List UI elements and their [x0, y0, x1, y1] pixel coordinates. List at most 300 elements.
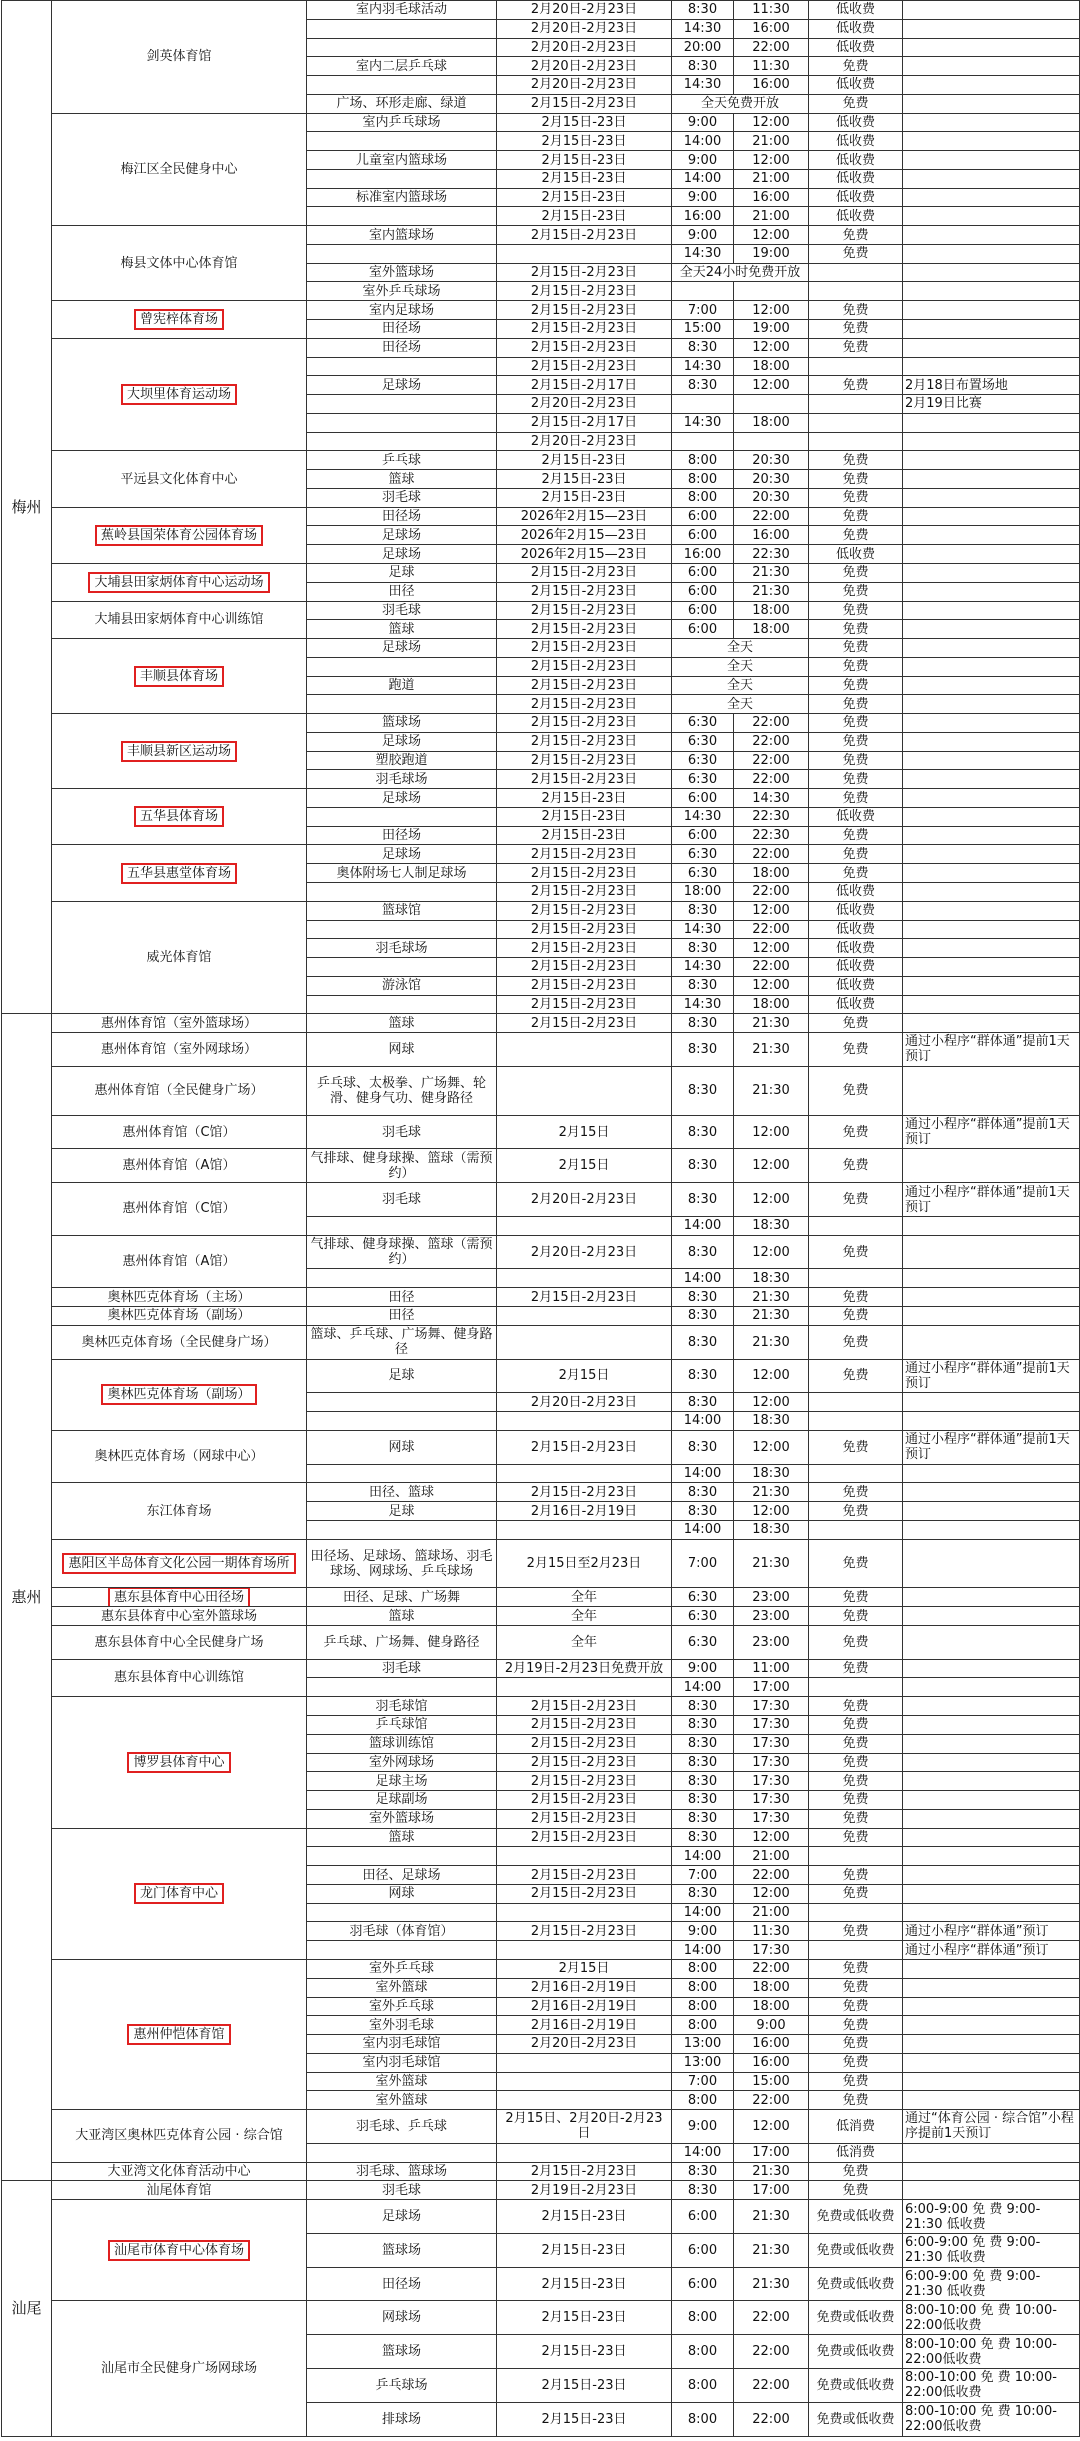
date-cell: 2月15日-2月23日 [497, 94, 672, 113]
date-cell: 2月15日-2月23日 [497, 845, 672, 864]
note-cell [903, 1716, 1080, 1735]
fee-cell: 免费 [809, 657, 903, 676]
end-time-cell: 12:00 [734, 2110, 809, 2144]
fee-cell: 低收费 [809, 939, 903, 958]
start-time-cell: 8:30 [672, 57, 734, 76]
end-time-cell: 20:30 [734, 488, 809, 507]
fee-cell [809, 1941, 903, 1960]
end-time-cell: 18:30 [734, 1412, 809, 1431]
venue-name: 奥林匹克体育场（全民健身广场） [81, 1334, 277, 1350]
end-time-cell: 22:30 [734, 826, 809, 845]
venue-name: 蕉岭县国荣体育公园体育场 [98, 528, 260, 543]
facility-cell: 足球 [307, 1359, 497, 1393]
date-cell: 2月15日-2月23日 [497, 1734, 672, 1753]
date-cell [497, 1941, 672, 1960]
fee-cell: 免费 [809, 507, 903, 526]
venue-name-cell [52, 714, 307, 789]
facility-cell: 田径 [307, 1307, 497, 1326]
end-time-cell [734, 395, 809, 414]
end-time-cell: 20:30 [734, 470, 809, 489]
venue-name: 惠阳区半岛体育文化公园一期体育场所 [65, 1556, 292, 1571]
table-row [2, 1539, 1080, 1588]
end-time-cell: 21:30 [734, 1014, 809, 1033]
note-cell [903, 1809, 1080, 1828]
fee-cell: 低消费 [809, 2110, 903, 2144]
note-cell [903, 526, 1080, 545]
note-cell [903, 620, 1080, 639]
fee-cell: 免费 [809, 1066, 903, 1115]
venue-name-cell [52, 845, 307, 901]
facility-cell: 气排球、健身球操、篮球（需预约） [307, 1235, 497, 1269]
start-time-cell: 14:30 [672, 920, 734, 939]
venue-name-cell [52, 301, 307, 339]
note-cell [903, 1520, 1080, 1539]
start-time-cell: 14:00 [672, 1847, 734, 1866]
start-time-cell: 13:00 [672, 2053, 734, 2072]
facility-cell: 乒乓球、太极拳、广场舞、轮滑、健身气功、健身路径 [307, 1066, 497, 1115]
facility-cell: 标准室内篮球场 [307, 188, 497, 207]
note-cell [903, 1607, 1080, 1626]
start-time-cell: 6:30 [672, 751, 734, 770]
end-time-cell: 21:00 [734, 1903, 809, 1922]
venue-name-cell [52, 1066, 307, 1115]
end-time-cell: 18:00 [734, 1997, 809, 2016]
start-time-cell: 14:00 [672, 1520, 734, 1539]
note-cell: 2月19日比赛 [903, 395, 1080, 414]
fee-cell: 低收费 [809, 807, 903, 826]
start-time-cell: 8:30 [672, 1359, 734, 1393]
venue-name: 惠州体育馆（C馆） [122, 1201, 236, 1217]
start-time-cell: 6:00 [672, 507, 734, 526]
start-time-cell: 14:00 [672, 1216, 734, 1235]
fee-cell: 免费 [809, 1539, 903, 1588]
note-cell [903, 2072, 1080, 2091]
facility-cell [307, 1847, 497, 1866]
note-cell [903, 1502, 1080, 1521]
date-cell: 2月15日-23日 [497, 169, 672, 188]
end-time-cell: 12:00 [734, 151, 809, 170]
fee-cell: 免费 [809, 789, 903, 808]
end-time-cell: 21:00 [734, 169, 809, 188]
end-time-cell: 17:30 [734, 1941, 809, 1960]
date-cell: 2月15日 [497, 1959, 672, 1978]
fee-cell: 免费 [809, 1607, 903, 1626]
start-time-cell [672, 432, 734, 451]
table-row [2, 1307, 1080, 1326]
facility-cell: 田径场、足球场、篮球场、羽毛球场、网球场、乒乓球场 [307, 1539, 497, 1588]
date-cell [497, 2091, 672, 2110]
start-time-cell: 6:30 [672, 1607, 734, 1626]
facility-cell: 羽毛球、篮球场 [307, 2162, 497, 2181]
date-cell: 2月15日-23日 [497, 207, 672, 226]
table-row [2, 1625, 1080, 1659]
fee-cell [809, 395, 903, 414]
end-time-cell: 22:00 [734, 2402, 809, 2436]
facility-cell: 田径场 [307, 2267, 497, 2301]
note-cell [903, 1734, 1080, 1753]
note-cell [903, 695, 1080, 714]
table-row [2, 1607, 1080, 1626]
facility-cell: 网球 [307, 1884, 497, 1903]
fee-cell: 免费 [809, 1959, 903, 1978]
facility-cell: 网球 [307, 1430, 497, 1464]
date-cell: 2月15日-2月23日 [497, 1866, 672, 1885]
facility-cell: 篮球训练馆 [307, 1734, 497, 1753]
fee-cell [809, 1678, 903, 1697]
venue-name: 大亚湾文化体育活动中心 [107, 2164, 251, 2179]
start-time-cell: 8:30 [672, 1115, 734, 1149]
fee-cell: 免费 [809, 1866, 903, 1885]
venue-name-cell [52, 601, 307, 639]
note-cell: 8:00-10:00 免 费 10:00-22:00低收费 [903, 2368, 1080, 2402]
date-cell: 2月15日-23日 [497, 2335, 672, 2369]
end-time-cell: 17:30 [734, 1772, 809, 1791]
fee-cell: 低收费 [809, 38, 903, 57]
end-time-cell: 18:30 [734, 1216, 809, 1235]
fee-cell: 免费 [809, 1772, 903, 1791]
date-cell: 2月15日 [497, 1149, 672, 1183]
time-cell: 全天免费开放 [672, 94, 809, 113]
facility-cell [307, 995, 497, 1014]
start-time-cell: 8:00 [672, 1978, 734, 1997]
facility-cell: 足球 [307, 563, 497, 582]
end-time-cell: 21:00 [734, 1847, 809, 1866]
venue-name: 丰顺县体育场 [137, 669, 221, 684]
facility-cell: 乒乓球、广场舞、健身路径 [307, 1625, 497, 1659]
note-cell: 通过小程序“群体通”提前1天预订 [903, 1430, 1080, 1464]
table-row [2, 901, 1080, 920]
venue-name-cell [52, 1539, 307, 1588]
note-cell [903, 1678, 1080, 1697]
facility-cell: 室外篮球 [307, 2072, 497, 2091]
start-time-cell: 8:30 [672, 976, 734, 995]
start-time-cell: 9:00 [672, 188, 734, 207]
end-time-cell: 12:00 [734, 1828, 809, 1847]
venue-name: 奥林匹克体育场（主场） [107, 1289, 251, 1305]
venue-name: 惠州体育馆（C馆） [122, 1124, 236, 1140]
city-cell: 梅州 [2, 1, 52, 1014]
end-time-cell: 22:00 [734, 2091, 809, 2110]
table-row [2, 1588, 1080, 1607]
note-cell [903, 1269, 1080, 1288]
fee-cell: 低收费 [809, 901, 903, 920]
facility-cell: 羽毛球 [307, 1115, 497, 1149]
start-time-cell: 7:00 [672, 1866, 734, 1885]
venue-name: 汕尾市全民健身广场网球场 [100, 2360, 257, 2376]
date-cell: 2月19日-2月23日 [497, 2181, 672, 2200]
venue-name-cell [52, 1430, 307, 1483]
end-time-cell: 21:30 [734, 1033, 809, 1067]
start-time-cell: 14:00 [672, 132, 734, 151]
note-cell [903, 113, 1080, 132]
start-time-cell: 8:00 [672, 488, 734, 507]
end-time-cell: 11:00 [734, 1659, 809, 1678]
facility-cell [307, 920, 497, 939]
end-time-cell: 12:00 [734, 939, 809, 958]
date-cell: 2月15日-2月23日 [497, 958, 672, 977]
date-cell: 2月15日-23日 [497, 807, 672, 826]
start-time-cell: 6:00 [672, 789, 734, 808]
start-time-cell: 8:00 [672, 2335, 734, 2369]
facility-cell: 足球场 [307, 732, 497, 751]
start-time-cell: 14:00 [672, 1269, 734, 1288]
date-cell: 2月15日-2月23日 [497, 338, 672, 357]
end-time-cell: 18:30 [734, 1464, 809, 1483]
start-time-cell: 18:00 [672, 882, 734, 901]
date-cell: 2月15日 [497, 1359, 672, 1393]
facility-cell: 田径、足球、广场舞 [307, 1588, 497, 1607]
start-time-cell: 7:00 [672, 1539, 734, 1588]
start-time-cell: 8:30 [672, 1014, 734, 1033]
venue-name-cell [52, 1607, 307, 1626]
facility-cell: 室外羽毛球 [307, 2016, 497, 2035]
note-cell [903, 226, 1080, 245]
start-time-cell: 8:30 [672, 939, 734, 958]
venue-name-cell [52, 1359, 307, 1430]
venue-name: 五华县体育场 [137, 809, 221, 824]
fee-cell: 免费 [809, 1014, 903, 1033]
note-cell [903, 1149, 1080, 1183]
date-cell: 2月15日-2月23日 [497, 1828, 672, 1847]
date-cell: 2月15日-2月23日 [497, 563, 672, 582]
venue-name-cell [52, 2181, 307, 2200]
start-time-cell: 16:00 [672, 207, 734, 226]
start-time-cell: 14:00 [672, 1678, 734, 1697]
venue-name: 汕尾市体育中心体育场 [111, 2243, 247, 2258]
end-time-cell: 21:00 [734, 207, 809, 226]
end-time-cell: 12:00 [734, 1149, 809, 1183]
facility-cell [307, 1269, 497, 1288]
facility-cell: 室外篮球场 [307, 263, 497, 282]
end-time-cell: 22:00 [734, 770, 809, 789]
facility-cell [307, 132, 497, 151]
venue-name: 平远县文化体育中心 [120, 471, 238, 487]
fee-cell: 免费 [809, 226, 903, 245]
fee-cell: 免费或低收费 [809, 2301, 903, 2335]
end-time-cell: 17:30 [734, 1734, 809, 1753]
fee-cell: 免费 [809, 488, 903, 507]
end-time-cell: 11:30 [734, 1, 809, 20]
note-cell [903, 76, 1080, 95]
start-time-cell: 8:30 [672, 1066, 734, 1115]
start-time-cell: 8:30 [672, 1430, 734, 1464]
table-row [2, 1659, 1080, 1678]
note-cell [903, 132, 1080, 151]
fee-cell: 免费 [809, 1359, 903, 1393]
fee-cell: 免费或低收费 [809, 2267, 903, 2301]
date-cell: 2月15日-2月23日 [497, 301, 672, 320]
end-time-cell: 12:00 [734, 113, 809, 132]
end-time-cell: 22:00 [734, 920, 809, 939]
facility-cell: 足球场 [307, 376, 497, 395]
fee-cell [809, 282, 903, 301]
end-time-cell: 21:30 [734, 2233, 809, 2267]
end-time-cell: 22:00 [734, 845, 809, 864]
start-time-cell: 6:00 [672, 526, 734, 545]
end-time-cell: 12:00 [734, 226, 809, 245]
venue-name-cell [52, 1033, 307, 1067]
fee-cell: 免费 [809, 601, 903, 620]
start-time-cell: 6:30 [672, 1588, 734, 1607]
end-time-cell: 9:00 [734, 2016, 809, 2035]
start-time-cell: 16:00 [672, 545, 734, 564]
venue-name: 龙门体育中心 [137, 1886, 221, 1901]
facility-cell [307, 1678, 497, 1697]
note-cell [903, 789, 1080, 808]
note-cell [903, 920, 1080, 939]
time-cell: 全天 [672, 695, 809, 714]
start-time-cell: 8:30 [672, 1791, 734, 1810]
note-cell [903, 1483, 1080, 1502]
end-time-cell: 21:30 [734, 1307, 809, 1326]
start-time-cell: 9:00 [672, 2110, 734, 2144]
date-cell: 2月15日-2月23日 [497, 226, 672, 245]
facility-cell: 羽毛球 [307, 1659, 497, 1678]
facility-cell [307, 2143, 497, 2162]
facility-cell: 篮球 [307, 1828, 497, 1847]
venue-name: 汕尾体育馆 [146, 2182, 212, 2198]
fee-cell: 免费 [809, 94, 903, 113]
facility-cell: 游泳馆 [307, 976, 497, 995]
start-time-cell: 8:30 [672, 1, 734, 20]
table-row [2, 563, 1080, 582]
end-time-cell: 21:30 [734, 1483, 809, 1502]
facility-cell: 网球场 [307, 2301, 497, 2335]
date-cell: 2月15日-2月23日 [497, 1430, 672, 1464]
time-cell: 全天24小时免费开放 [672, 263, 809, 282]
note-cell [903, 732, 1080, 751]
end-time-cell: 21:30 [734, 582, 809, 601]
note-cell [903, 1288, 1080, 1307]
venue-name: 博罗县体育中心 [130, 1755, 227, 1770]
date-cell: 2月15日、2月20日-2月23日 [497, 2110, 672, 2144]
fee-cell [809, 413, 903, 432]
fee-cell: 免费 [809, 1997, 903, 2016]
start-time-cell: 14:00 [672, 2143, 734, 2162]
venue-name-cell [52, 1149, 307, 1183]
start-time-cell: 8:30 [672, 1393, 734, 1412]
facility-cell: 田径场 [307, 338, 497, 357]
fee-cell: 免费 [809, 770, 903, 789]
note-cell [903, 1, 1080, 20]
note-cell [903, 1014, 1080, 1033]
date-cell: 2月15日-2月23日 [497, 2162, 672, 2181]
date-cell [497, 1847, 672, 1866]
note-cell [903, 151, 1080, 170]
facility-cell: 足球 [307, 1502, 497, 1521]
start-time-cell: 8:00 [672, 2016, 734, 2035]
note-cell [903, 1903, 1080, 1922]
table-row [2, 1149, 1080, 1183]
note-cell [903, 807, 1080, 826]
date-cell [497, 1520, 672, 1539]
date-cell: 2月15日-23日 [497, 470, 672, 489]
date-cell: 2月15日-2月23日 [497, 639, 672, 658]
end-time-cell: 17:30 [734, 1716, 809, 1735]
note-cell: 8:00-10:00 免 费 10:00-22:00低收费 [903, 2335, 1080, 2369]
end-time-cell: 22:00 [734, 714, 809, 733]
facility-cell: 室外乒乓球 [307, 1997, 497, 2016]
note-cell [903, 282, 1080, 301]
fee-cell: 免费 [809, 2072, 903, 2091]
end-time-cell: 12:00 [734, 1502, 809, 1521]
venue-name: 惠东县体育中心全民健身广场 [94, 1634, 264, 1650]
date-cell: 2月15日 [497, 1115, 672, 1149]
date-cell: 2月15日-2月23日 [497, 732, 672, 751]
venue-name-cell [52, 2110, 307, 2163]
fee-cell: 免费 [809, 1588, 903, 1607]
date-cell: 2月15日-2月23日 [497, 770, 672, 789]
date-cell [497, 1325, 672, 1359]
end-time-cell: 14:30 [734, 789, 809, 808]
table-row [2, 226, 1080, 245]
start-time-cell: 14:00 [672, 1903, 734, 1922]
table-row [2, 2301, 1080, 2335]
facility-cell [307, 76, 497, 95]
date-cell: 2月15日-2月23日 [497, 657, 672, 676]
venue-name: 曾宪梓体育场 [137, 312, 221, 327]
start-time-cell: 8:30 [672, 1716, 734, 1735]
date-cell: 2月15日-2月23日 [497, 320, 672, 339]
start-time-cell: 8:30 [672, 1809, 734, 1828]
start-time-cell: 8:30 [672, 1033, 734, 1067]
venue-name: 大埔县田家炳体育中心运动场 [91, 575, 266, 590]
facility-cell: 乒乓球 [307, 451, 497, 470]
venue-name: 梅江区全民健身中心 [120, 161, 238, 177]
venue-name-cell [52, 1235, 307, 1288]
start-time-cell: 8:00 [672, 2091, 734, 2110]
end-time-cell: 12:00 [734, 901, 809, 920]
end-time-cell: 11:30 [734, 1922, 809, 1941]
table-row [2, 1115, 1080, 1149]
note-cell [903, 976, 1080, 995]
facility-cell: 羽毛球场 [307, 939, 497, 958]
note-cell [903, 2016, 1080, 2035]
venue-name-cell [52, 789, 307, 845]
note-cell: 通过小程序“群体通”提前1天预订 [903, 1359, 1080, 1393]
start-time-cell: 8:30 [672, 1772, 734, 1791]
date-cell: 2月15日-23日 [497, 2200, 672, 2234]
fee-cell [809, 432, 903, 451]
start-time-cell: 7:00 [672, 301, 734, 320]
venue-name: 大埔县田家炳体育中心训练馆 [94, 612, 264, 628]
start-time-cell: 13:00 [672, 2035, 734, 2054]
date-cell: 2月20日-2月23日 [497, 76, 672, 95]
date-cell: 2月15日-2月23日 [497, 601, 672, 620]
note-cell [903, 2053, 1080, 2072]
date-cell [497, 1066, 672, 1115]
start-time-cell: 6:30 [672, 864, 734, 883]
facility-cell: 乒乓球场 [307, 2368, 497, 2402]
fee-cell: 低收费 [809, 920, 903, 939]
end-time-cell: 17:00 [734, 1678, 809, 1697]
end-time-cell: 12:00 [734, 301, 809, 320]
facility-cell: 羽毛球 [307, 1183, 497, 1217]
date-cell: 2月15日-23日 [497, 488, 672, 507]
start-time-cell: 6:00 [672, 2233, 734, 2267]
venue-name-cell [52, 1014, 307, 1033]
start-time-cell: 8:00 [672, 2301, 734, 2335]
note-cell [903, 507, 1080, 526]
note-cell [903, 1997, 1080, 2016]
fee-cell: 免费 [809, 1809, 903, 1828]
note-cell [903, 1464, 1080, 1483]
fee-cell [809, 1269, 903, 1288]
facility-cell [307, 695, 497, 714]
facility-cell [307, 357, 497, 376]
note-cell [903, 38, 1080, 57]
fee-cell: 免费 [809, 2091, 903, 2110]
